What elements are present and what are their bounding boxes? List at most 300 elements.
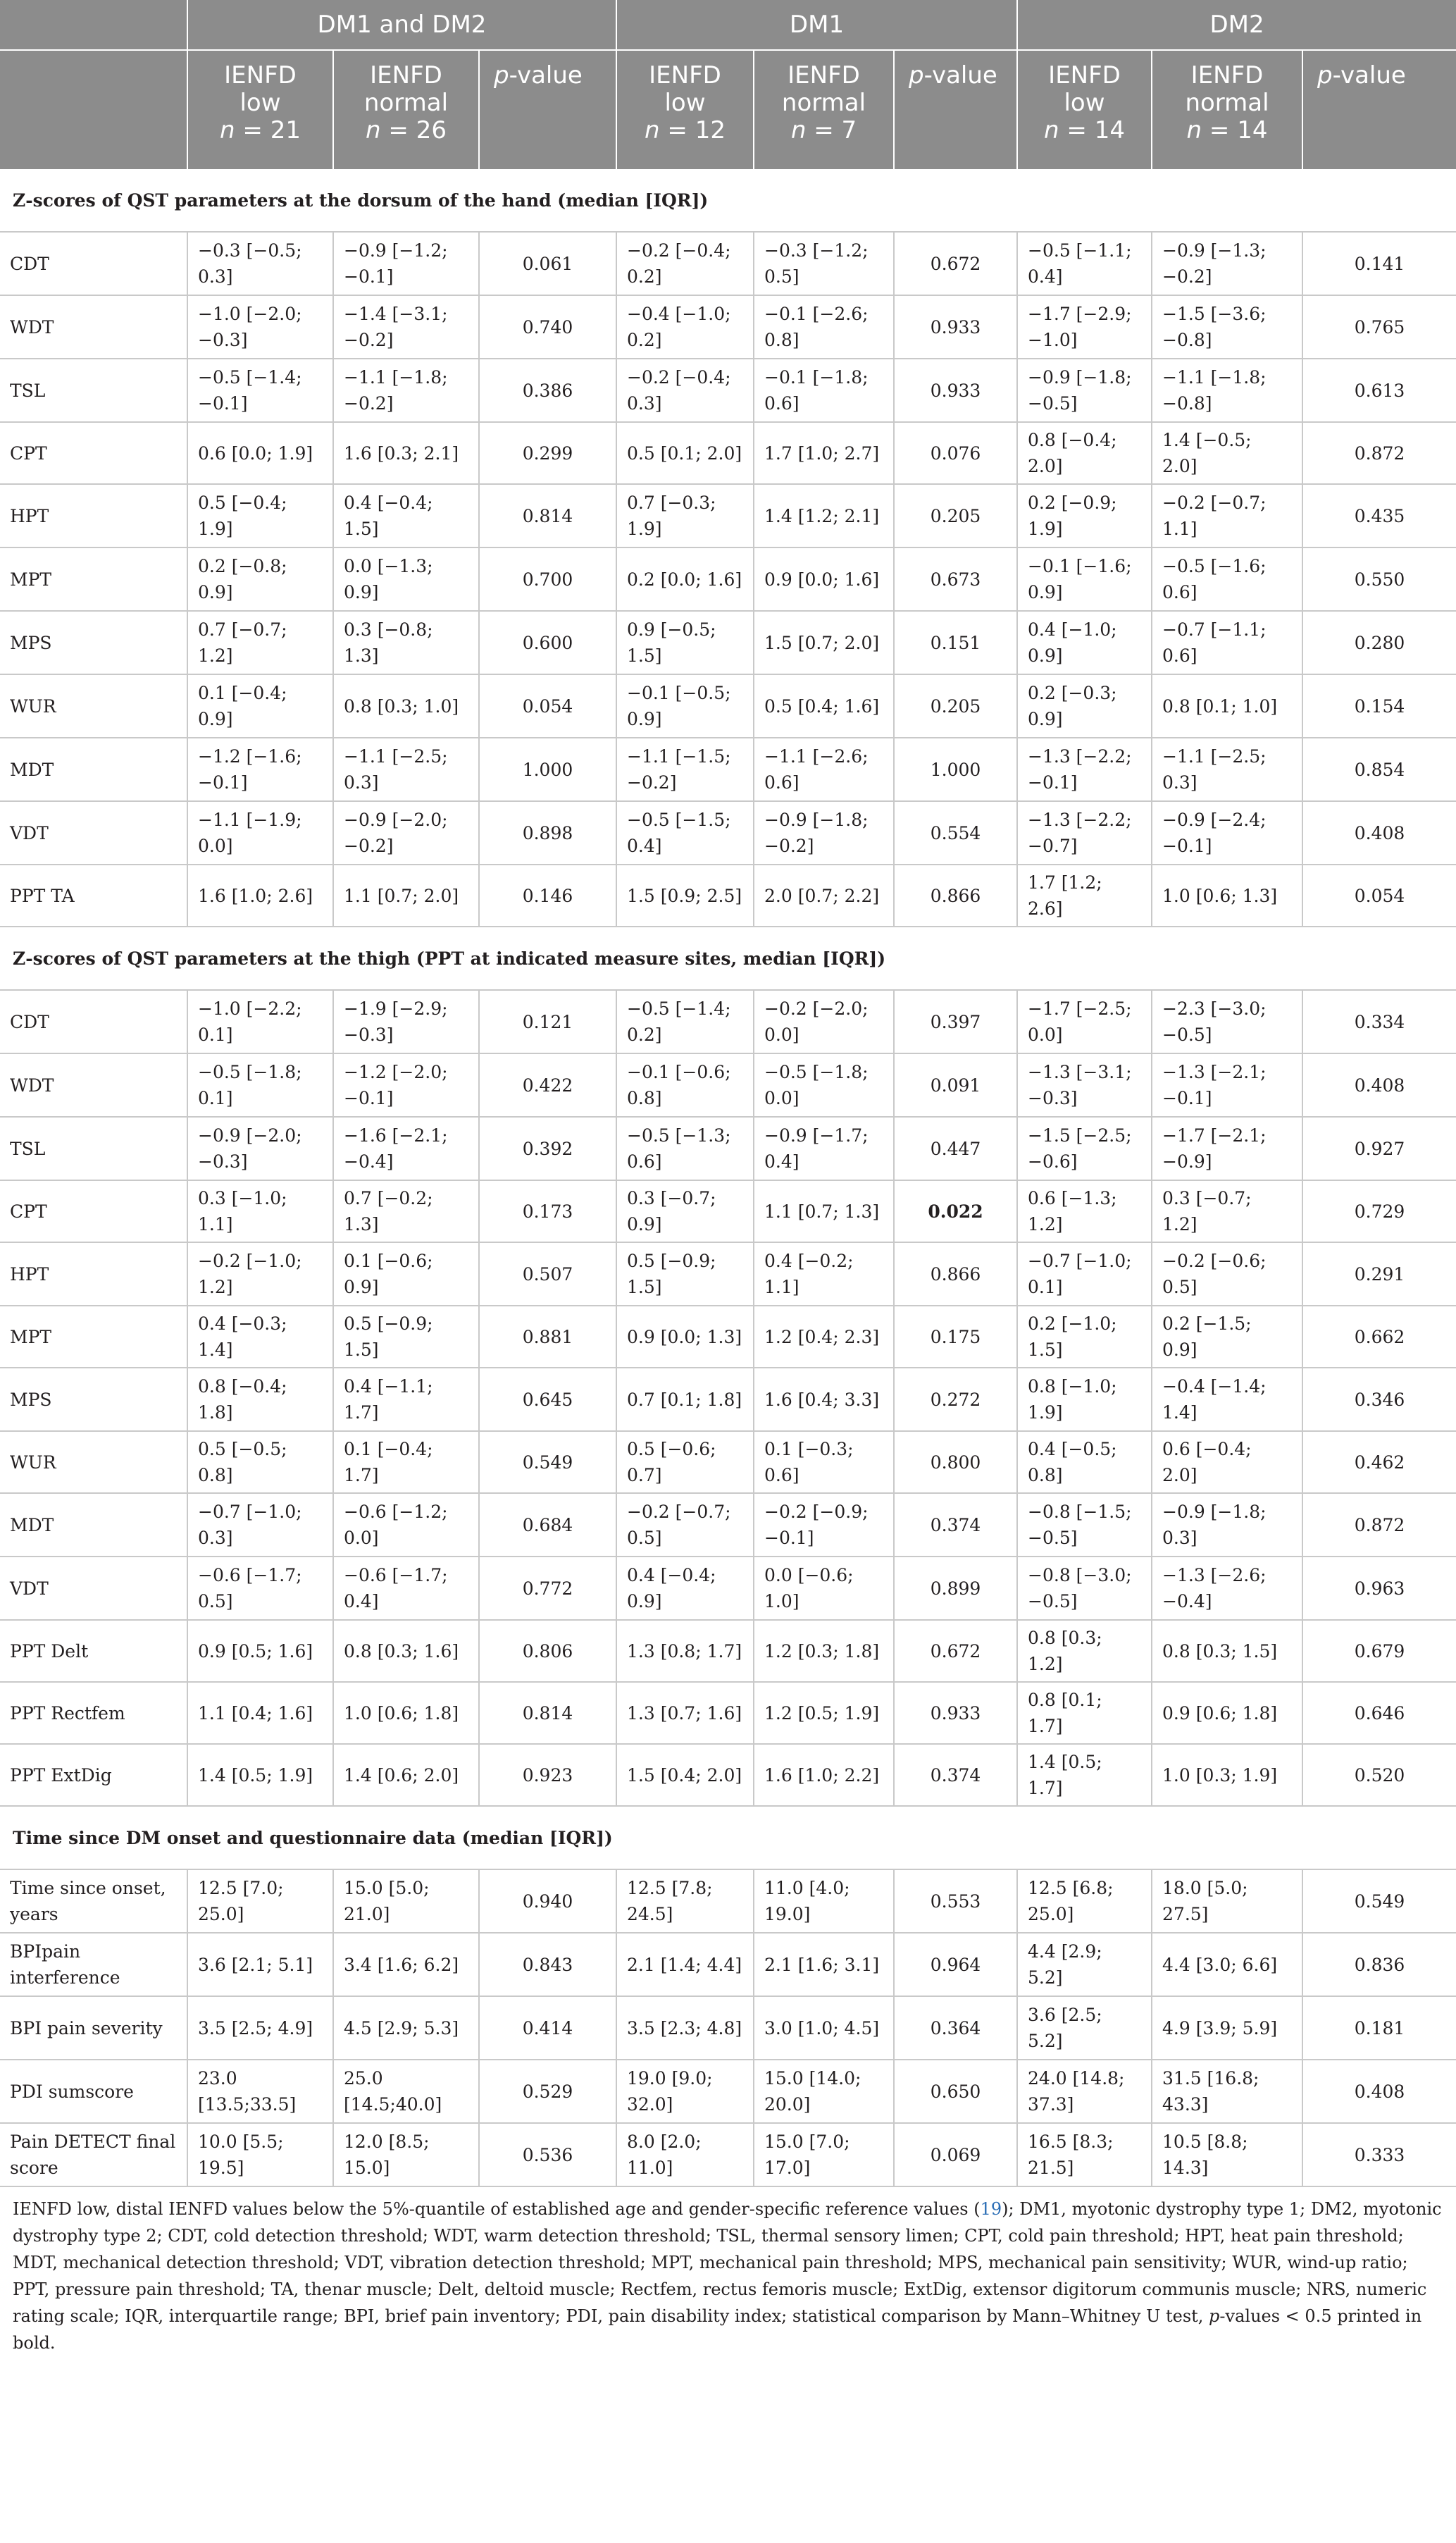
table-row bbox=[0, 1180, 1456, 1242]
median-iqr-cell: 10.5 [8.8; 14.3] bbox=[1152, 2123, 1302, 2186]
p-value-cell: 0.672 bbox=[894, 1620, 1017, 1682]
p-value-cell: 0.898 bbox=[479, 801, 616, 865]
median-iqr-cell: −0.3 [−1.2; 0.5] bbox=[754, 232, 894, 295]
median-iqr-cell: 11.0 [4.0; 19.0] bbox=[754, 1869, 894, 1933]
median-iqr-cell: 1.1 [0.7; 2.0] bbox=[333, 865, 479, 927]
p-value-cell: 0.205 bbox=[894, 674, 1017, 738]
median-iqr-cell: 0.4 [−0.4; 0.9] bbox=[616, 1557, 754, 1620]
p-value-cell: 1.000 bbox=[479, 738, 616, 801]
median-iqr-cell: 1.1 [0.7; 1.3] bbox=[754, 1180, 894, 1242]
header-line2: normal bbox=[781, 89, 866, 117]
table-row bbox=[0, 1869, 1456, 1933]
median-iqr-cell: −1.1 [−1.8; −0.2] bbox=[333, 359, 479, 422]
section-title: Time since DM onset and questionnaire data (median [IQR]) bbox=[0, 1806, 1456, 1869]
header-line1: IENFD bbox=[788, 61, 860, 89]
table-row bbox=[0, 1053, 1456, 1117]
p-value-cell: 0.054 bbox=[479, 674, 616, 738]
p-value-cell: 0.173 bbox=[479, 1180, 616, 1242]
median-iqr-cell: 0.3 [−0.7; 0.9] bbox=[616, 1180, 754, 1242]
p-value-cell: 0.175 bbox=[894, 1306, 1017, 1368]
median-iqr-cell: 0.5 [−0.6; 0.7] bbox=[616, 1431, 754, 1493]
median-iqr-cell: −1.7 [−2.5; 0.0] bbox=[1017, 990, 1152, 1053]
median-iqr-cell: 0.4 [−0.4; 1.5] bbox=[333, 484, 479, 547]
header-p-suffix: -value bbox=[509, 61, 583, 89]
p-value-cell: 0.673 bbox=[894, 547, 1017, 611]
row-label: VDT bbox=[0, 1557, 187, 1620]
header-line2: normal bbox=[363, 89, 449, 117]
p-value-cell: 0.836 bbox=[1302, 1933, 1456, 1996]
median-iqr-cell: 0.8 [0.3; 1.0] bbox=[333, 674, 479, 738]
table-row bbox=[0, 990, 1456, 1053]
median-iqr-cell: −0.8 [−3.0; −0.5] bbox=[1017, 1557, 1152, 1620]
header-ienfd-low bbox=[1017, 50, 1152, 169]
median-iqr-cell: −1.9 [−2.9; −0.3] bbox=[333, 990, 479, 1053]
median-iqr-cell: 31.5 [16.8; 43.3] bbox=[1152, 2060, 1302, 2123]
table-row bbox=[0, 1117, 1456, 1180]
table-row bbox=[0, 1431, 1456, 1493]
table-row bbox=[0, 1557, 1456, 1620]
median-iqr-cell: −1.7 [−2.1; −0.9] bbox=[1152, 1117, 1302, 1180]
median-iqr-cell: 1.6 [0.3; 2.1] bbox=[333, 422, 479, 484]
median-iqr-cell: −1.1 [−1.9; 0.0] bbox=[187, 801, 333, 865]
median-iqr-cell: −0.5 [−1.5; 0.4] bbox=[616, 801, 754, 865]
median-iqr-cell: 4.4 [2.9; 5.2] bbox=[1017, 1933, 1152, 1996]
p-value-cell: 0.872 bbox=[1302, 1493, 1456, 1557]
median-iqr-cell: −0.9 [−2.4; −0.1] bbox=[1152, 801, 1302, 865]
median-iqr-cell: −0.6 [−1.2; 0.0] bbox=[333, 1493, 479, 1557]
median-iqr-cell: 0.5 [0.4; 1.6] bbox=[754, 674, 894, 738]
median-iqr-cell: 1.0 [0.6; 1.8] bbox=[333, 1682, 479, 1744]
median-iqr-cell: −0.9 [−2.0; −0.2] bbox=[333, 801, 479, 865]
row-label: PPT Rectfem bbox=[0, 1682, 187, 1744]
table-row bbox=[0, 738, 1456, 801]
median-iqr-cell: −1.2 [−2.0; −0.1] bbox=[333, 1053, 479, 1117]
median-iqr-cell: −0.7 [−1.1; 0.6] bbox=[1152, 611, 1302, 674]
median-iqr-cell: 16.5 [8.3; 21.5] bbox=[1017, 2123, 1152, 2186]
reference-link[interactable]: 19 bbox=[980, 2199, 1002, 2219]
p-value-cell: 0.650 bbox=[894, 2060, 1017, 2123]
median-iqr-cell: −0.5 [−1.6; 0.6] bbox=[1152, 547, 1302, 611]
median-iqr-cell: 25.0 [14.5;40.0] bbox=[333, 2060, 479, 2123]
median-iqr-cell: 0.8 [−0.4; 2.0] bbox=[1017, 422, 1152, 484]
header-n-value: = 7 bbox=[814, 116, 857, 144]
median-iqr-cell: −0.9 [−1.7; 0.4] bbox=[754, 1117, 894, 1180]
p-value-cell: 0.740 bbox=[479, 295, 616, 359]
row-label: PPT ExtDig bbox=[0, 1744, 187, 1806]
median-iqr-cell: 3.4 [1.6; 6.2] bbox=[333, 1933, 479, 1996]
p-value-cell: 0.154 bbox=[1302, 674, 1456, 738]
p-value-cell: 0.386 bbox=[479, 359, 616, 422]
median-iqr-cell: −0.2 [−0.7; 1.1] bbox=[1152, 484, 1302, 547]
p-value-cell: 0.854 bbox=[1302, 738, 1456, 801]
median-iqr-cell: 0.8 [0.3; 1.6] bbox=[333, 1620, 479, 1682]
median-iqr-cell: −0.9 [−1.8; −0.2] bbox=[754, 801, 894, 865]
median-iqr-cell: 3.5 [2.3; 4.8] bbox=[616, 1996, 754, 2060]
row-label: MPS bbox=[0, 611, 187, 674]
median-iqr-cell: 1.5 [0.9; 2.5] bbox=[616, 865, 754, 927]
row-label: MPT bbox=[0, 1306, 187, 1368]
median-iqr-cell: 0.2 [−1.5; 0.9] bbox=[1152, 1306, 1302, 1368]
median-iqr-cell: −1.5 [−3.6; −0.8] bbox=[1152, 295, 1302, 359]
median-iqr-cell: −1.3 [−2.6; −0.4] bbox=[1152, 1557, 1302, 1620]
p-value-cell: 0.408 bbox=[1302, 1053, 1456, 1117]
p-value-cell: 0.536 bbox=[479, 2123, 616, 2186]
header-n-count bbox=[1153, 117, 1301, 144]
table-row bbox=[0, 611, 1456, 674]
p-value-cell: 0.529 bbox=[479, 2060, 616, 2123]
median-iqr-cell: 1.5 [0.7; 2.0] bbox=[754, 611, 894, 674]
median-iqr-cell: 3.6 [2.5; 5.2] bbox=[1017, 1996, 1152, 2060]
median-iqr-cell: 1.6 [0.4; 3.3] bbox=[754, 1368, 894, 1431]
median-iqr-cell: 3.0 [1.0; 4.5] bbox=[754, 1996, 894, 2060]
header-n-count bbox=[1019, 117, 1150, 144]
header-p-value bbox=[894, 50, 1017, 169]
median-iqr-cell: 12.5 [7.0; 25.0] bbox=[187, 1869, 333, 1933]
median-iqr-cell: 4.4 [3.0; 6.6] bbox=[1152, 1933, 1302, 1996]
median-iqr-cell: 0.2 [−0.9; 1.9] bbox=[1017, 484, 1152, 547]
table-row bbox=[0, 1996, 1456, 2060]
p-value-cell: 0.076 bbox=[894, 422, 1017, 484]
median-iqr-cell: −1.2 [−1.6; −0.1] bbox=[187, 738, 333, 801]
median-iqr-cell: 12.5 [6.8; 25.0] bbox=[1017, 1869, 1152, 1933]
median-iqr-cell: 0.2 [−0.3; 0.9] bbox=[1017, 674, 1152, 738]
table-row bbox=[0, 1306, 1456, 1368]
median-iqr-cell: 12.0 [8.5; 15.0] bbox=[333, 2123, 479, 2186]
p-value-cell: 0.280 bbox=[1302, 611, 1456, 674]
header-n-letter: n bbox=[790, 116, 807, 144]
p-value-cell: 0.549 bbox=[1302, 1869, 1456, 1933]
median-iqr-cell: 4.9 [3.9; 5.9] bbox=[1152, 1996, 1302, 2060]
p-value-cell: 0.022 bbox=[894, 1180, 1017, 1242]
median-iqr-cell: −0.3 [−0.5; 0.3] bbox=[187, 232, 333, 295]
median-iqr-cell: 0.9 [0.0; 1.6] bbox=[754, 547, 894, 611]
p-value-cell: 0.684 bbox=[479, 1493, 616, 1557]
median-iqr-cell: 0.7 [−0.7; 1.2] bbox=[187, 611, 333, 674]
p-value-cell: 0.422 bbox=[479, 1053, 616, 1117]
p-value-cell: 0.435 bbox=[1302, 484, 1456, 547]
p-value-cell: 0.392 bbox=[479, 1117, 616, 1180]
median-iqr-cell: −1.3 [−2.2; −0.7] bbox=[1017, 801, 1152, 865]
section-title: Z-scores of QST parameters at the thigh (PPT at indicated measure sites, median [IQR]) bbox=[0, 927, 1456, 990]
p-value-cell: 0.613 bbox=[1302, 359, 1456, 422]
p-value-cell: 0.091 bbox=[894, 1053, 1017, 1117]
footnote-text-2: ); DM1, myotonic dystrophy type 1; DM2, myotonic dystrophy type 2; CDT, cold detection threshold; WDT, warm detection threshold; TSL, thermal sensory limen; CPT, cold pain threshold; HPT, heat pain threshold; MDT, mechanical detection threshold; VDT, vibration detection threshold; MPT, mechanical pain threshold; MPS, mechanical pain sensitivity; WUR, wind-up ratio; PPT, pressure pain threshold; TA, thenar muscle; Delt, deltoid muscle; Rectfem, rectus femoris muscle; ExtDig, extensor digitorum communis muscle; NRS, numeric rating scale; IQR, interquartile range; BPI, brief pain inventory; PDI, pain disability index; statistical comparison by Mann–Whitney U test, bbox=[13, 2199, 1442, 2326]
p-value-cell: 0.964 bbox=[894, 1933, 1017, 1996]
row-label: TSL bbox=[0, 1117, 187, 1180]
table-footnote bbox=[0, 2187, 1456, 2356]
header-line1: IENFD bbox=[1190, 61, 1264, 89]
median-iqr-cell: 15.0 [5.0; 21.0] bbox=[333, 1869, 479, 1933]
median-iqr-cell: −1.6 [−2.1; −0.4] bbox=[333, 1117, 479, 1180]
median-iqr-cell: −0.5 [−1.8; 0.0] bbox=[754, 1053, 894, 1117]
row-label: MPS bbox=[0, 1368, 187, 1431]
median-iqr-cell: −0.1 [−0.5; 0.9] bbox=[616, 674, 754, 738]
median-iqr-cell: 1.2 [0.4; 2.3] bbox=[754, 1306, 894, 1368]
p-value-cell: 0.814 bbox=[479, 1682, 616, 1744]
p-value-cell: 0.374 bbox=[894, 1744, 1017, 1806]
median-iqr-cell: −0.9 [−1.8; 0.3] bbox=[1152, 1493, 1302, 1557]
median-iqr-cell: 3.6 [2.1; 5.1] bbox=[187, 1933, 333, 1996]
median-iqr-cell: −0.2 [−0.7; 0.5] bbox=[616, 1493, 754, 1557]
median-iqr-cell: 1.6 [1.0; 2.6] bbox=[187, 865, 333, 927]
table-row bbox=[0, 359, 1456, 422]
median-iqr-cell: 24.0 [14.8; 37.3] bbox=[1017, 2060, 1152, 2123]
header-p-letter: p bbox=[1317, 61, 1333, 89]
p-value-cell: 0.645 bbox=[479, 1368, 616, 1431]
median-iqr-cell: 19.0 [9.0; 32.0] bbox=[616, 2060, 754, 2123]
p-value-cell: 0.299 bbox=[479, 422, 616, 484]
median-iqr-cell: 0.8 [−0.4; 1.8] bbox=[187, 1368, 333, 1431]
median-iqr-cell: −0.9 [−1.3; −0.2] bbox=[1152, 232, 1302, 295]
header-ienfd-low bbox=[616, 50, 754, 169]
row-label: TSL bbox=[0, 359, 187, 422]
p-value-cell: 0.397 bbox=[894, 990, 1017, 1053]
row-label: HPT bbox=[0, 1242, 187, 1306]
p-value-cell: 0.806 bbox=[479, 1620, 616, 1682]
median-iqr-cell: −1.5 [−2.5; −0.6] bbox=[1017, 1117, 1152, 1180]
median-iqr-cell: 1.5 [0.4; 2.0] bbox=[616, 1744, 754, 1806]
header-p-suffix: -value bbox=[923, 61, 997, 89]
table-row bbox=[0, 1493, 1456, 1557]
median-iqr-cell: −0.1 [−1.8; 0.6] bbox=[754, 359, 894, 422]
group-header-all: DM1 and DM2 bbox=[187, 0, 616, 50]
median-iqr-cell: 0.6 [−0.4; 2.0] bbox=[1152, 1431, 1302, 1493]
median-iqr-cell: 1.3 [0.7; 1.6] bbox=[616, 1682, 754, 1744]
p-value-cell: 0.927 bbox=[1302, 1117, 1456, 1180]
median-iqr-cell: 0.5 [−0.4; 1.9] bbox=[187, 484, 333, 547]
median-iqr-cell: −0.1 [−2.6; 0.8] bbox=[754, 295, 894, 359]
table-row bbox=[0, 1682, 1456, 1744]
row-label: PDI sumscore bbox=[0, 2060, 187, 2123]
p-value-cell: 0.600 bbox=[479, 611, 616, 674]
header-n-letter: n bbox=[1044, 116, 1059, 144]
header-ienfd-low bbox=[187, 50, 333, 169]
median-iqr-cell: −1.0 [−2.0; −0.3] bbox=[187, 295, 333, 359]
median-iqr-cell: 0.2 [−0.8; 0.9] bbox=[187, 547, 333, 611]
table-row bbox=[0, 1242, 1456, 1306]
median-iqr-cell: 2.1 [1.4; 4.4] bbox=[616, 1933, 754, 1996]
median-iqr-cell: −1.3 [−2.2; −0.1] bbox=[1017, 738, 1152, 801]
median-iqr-cell: 0.7 [−0.2; 1.3] bbox=[333, 1180, 479, 1242]
header-line2: low bbox=[1064, 89, 1105, 117]
median-iqr-cell: 0.7 [0.1; 1.8] bbox=[616, 1368, 754, 1431]
median-iqr-cell: 0.5 [−0.5; 0.8] bbox=[187, 1431, 333, 1493]
row-label: Time since onset, years bbox=[0, 1869, 187, 1933]
p-value-cell: 0.121 bbox=[479, 990, 616, 1053]
footnote-p-letter: p bbox=[1209, 2306, 1220, 2326]
median-iqr-cell: −0.9 [−1.2; −0.1] bbox=[333, 232, 479, 295]
median-iqr-cell: −0.2 [−2.0; 0.0] bbox=[754, 990, 894, 1053]
p-value-cell: 0.334 bbox=[1302, 990, 1456, 1053]
median-iqr-cell: 0.1 [−0.4; 1.7] bbox=[333, 1431, 479, 1493]
p-value-cell: 0.550 bbox=[1302, 547, 1456, 611]
header-n-count bbox=[189, 117, 332, 144]
median-iqr-cell: −0.1 [−0.6; 0.8] bbox=[616, 1053, 754, 1117]
group-header-dm1: DM1 bbox=[616, 0, 1017, 50]
header-line1: IENFD bbox=[224, 61, 297, 89]
median-iqr-cell: −1.7 [−2.9; −1.0] bbox=[1017, 295, 1152, 359]
median-iqr-cell: 0.2 [0.0; 1.6] bbox=[616, 547, 754, 611]
median-iqr-cell: 0.4 [−1.1; 1.7] bbox=[333, 1368, 479, 1431]
p-value-cell: 0.872 bbox=[1302, 422, 1456, 484]
median-iqr-cell: 0.1 [−0.4; 0.9] bbox=[187, 674, 333, 738]
median-iqr-cell: 12.5 [7.8; 24.5] bbox=[616, 1869, 754, 1933]
header-line2: low bbox=[239, 89, 281, 117]
row-label: BPIpain interference bbox=[0, 1933, 187, 1996]
median-iqr-cell: −0.2 [−0.9; −0.1] bbox=[754, 1493, 894, 1557]
median-iqr-cell: 1.0 [0.6; 1.3] bbox=[1152, 865, 1302, 927]
p-value-cell: 0.520 bbox=[1302, 1744, 1456, 1806]
p-value-cell: 0.553 bbox=[894, 1869, 1017, 1933]
median-iqr-cell: 0.4 [−0.2; 1.1] bbox=[754, 1242, 894, 1306]
median-iqr-cell: 0.4 [−0.5; 0.8] bbox=[1017, 1431, 1152, 1493]
median-iqr-cell: −0.5 [−1.4; 0.2] bbox=[616, 990, 754, 1053]
row-label: PPT TA bbox=[0, 865, 187, 927]
median-iqr-cell: −1.1 [−2.6; 0.6] bbox=[754, 738, 894, 801]
median-iqr-cell: 0.9 [0.5; 1.6] bbox=[187, 1620, 333, 1682]
table-row bbox=[0, 547, 1456, 611]
p-value-cell: 0.679 bbox=[1302, 1620, 1456, 1682]
table-row bbox=[0, 801, 1456, 865]
header-p-letter: p bbox=[494, 61, 509, 89]
header-line2: normal bbox=[1185, 89, 1269, 117]
median-iqr-cell: 18.0 [5.0; 27.5] bbox=[1152, 1869, 1302, 1933]
p-value-cell: 0.923 bbox=[479, 1744, 616, 1806]
header-corner-sub bbox=[0, 50, 187, 169]
table-row bbox=[0, 232, 1456, 295]
median-iqr-cell: 0.1 [−0.3; 0.6] bbox=[754, 1431, 894, 1493]
row-label: WDT bbox=[0, 1053, 187, 1117]
table-row bbox=[0, 1368, 1456, 1431]
median-iqr-cell: −0.1 [−1.6; 0.9] bbox=[1017, 547, 1152, 611]
p-value-cell: 0.291 bbox=[1302, 1242, 1456, 1306]
median-iqr-cell: 1.1 [0.4; 1.6] bbox=[187, 1682, 333, 1744]
row-label: WDT bbox=[0, 295, 187, 359]
median-iqr-cell: 0.4 [−0.3; 1.4] bbox=[187, 1306, 333, 1368]
median-iqr-cell: 1.4 [−0.5; 2.0] bbox=[1152, 422, 1302, 484]
header-line2: low bbox=[664, 89, 706, 117]
median-iqr-cell: −1.0 [−2.2; 0.1] bbox=[187, 990, 333, 1053]
p-value-cell: 0.414 bbox=[479, 1996, 616, 2060]
section-title: Z-scores of QST parameters at the dorsum of the hand (median [IQR]) bbox=[0, 169, 1456, 232]
p-value-cell: 0.447 bbox=[894, 1117, 1017, 1180]
median-iqr-cell: 1.4 [0.6; 2.0] bbox=[333, 1744, 479, 1806]
median-iqr-cell: 1.7 [1.2; 2.6] bbox=[1017, 865, 1152, 927]
section-header-row bbox=[0, 1806, 1456, 1869]
group-header-dm2: DM2 bbox=[1017, 0, 1456, 50]
table-header bbox=[0, 0, 1456, 169]
table-body bbox=[0, 169, 1456, 2186]
median-iqr-cell: −1.1 [−2.5; 0.3] bbox=[333, 738, 479, 801]
header-n-value: = 14 bbox=[1209, 116, 1268, 144]
header-line1: IENFD bbox=[649, 61, 721, 89]
median-iqr-cell: 2.0 [0.7; 2.2] bbox=[754, 865, 894, 927]
p-value-cell: 0.646 bbox=[1302, 1682, 1456, 1744]
p-value-cell: 0.346 bbox=[1302, 1368, 1456, 1431]
p-value-cell: 0.272 bbox=[894, 1368, 1017, 1431]
median-iqr-cell: −0.4 [−1.0; 0.2] bbox=[616, 295, 754, 359]
median-iqr-cell: −1.3 [−3.1; −0.3] bbox=[1017, 1053, 1152, 1117]
median-iqr-cell: 1.2 [0.3; 1.8] bbox=[754, 1620, 894, 1682]
p-value-cell: 0.800 bbox=[894, 1431, 1017, 1493]
median-iqr-cell: 0.0 [−1.3; 0.9] bbox=[333, 547, 479, 611]
median-iqr-cell: −0.2 [−0.4; 0.3] bbox=[616, 359, 754, 422]
row-label: Pain DETECT final score bbox=[0, 2123, 187, 2186]
p-value-cell: 0.374 bbox=[894, 1493, 1017, 1557]
median-iqr-cell: 0.0 [−0.6; 1.0] bbox=[754, 1557, 894, 1620]
median-iqr-cell: 0.3 [−0.7; 1.2] bbox=[1152, 1180, 1302, 1242]
median-iqr-cell: 0.3 [−1.0; 1.1] bbox=[187, 1180, 333, 1242]
median-iqr-cell: 0.7 [−0.3; 1.9] bbox=[616, 484, 754, 547]
p-value-cell: 0.181 bbox=[1302, 1996, 1456, 2060]
p-value-cell: 0.146 bbox=[479, 865, 616, 927]
median-iqr-cell: 15.0 [7.0; 17.0] bbox=[754, 2123, 894, 2186]
table-row bbox=[0, 2060, 1456, 2123]
p-value-cell: 0.662 bbox=[1302, 1306, 1456, 1368]
median-iqr-cell: 1.4 [0.5; 1.7] bbox=[1017, 1744, 1152, 1806]
median-iqr-cell: −0.5 [−1.8; 0.1] bbox=[187, 1053, 333, 1117]
median-iqr-cell: 1.7 [1.0; 2.7] bbox=[754, 422, 894, 484]
median-iqr-cell: 15.0 [14.0; 20.0] bbox=[754, 2060, 894, 2123]
row-label: CDT bbox=[0, 990, 187, 1053]
median-iqr-cell: 3.5 [2.5; 4.9] bbox=[187, 1996, 333, 2060]
median-iqr-cell: −0.2 [−1.0; 1.2] bbox=[187, 1242, 333, 1306]
median-iqr-cell: 0.8 [0.1; 1.7] bbox=[1017, 1682, 1152, 1744]
p-value-cell: 0.765 bbox=[1302, 295, 1456, 359]
median-iqr-cell: −0.2 [−0.4; 0.2] bbox=[616, 232, 754, 295]
section-header-row bbox=[0, 169, 1456, 232]
median-iqr-cell: −1.1 [−1.8; −0.8] bbox=[1152, 359, 1302, 422]
p-value-cell: 0.554 bbox=[894, 801, 1017, 865]
header-p-value bbox=[479, 50, 616, 169]
p-value-cell: 0.408 bbox=[1302, 2060, 1456, 2123]
median-iqr-cell: 0.8 [0.1; 1.0] bbox=[1152, 674, 1302, 738]
median-iqr-cell: −0.5 [−1.3; 0.6] bbox=[616, 1117, 754, 1180]
p-value-cell: 0.462 bbox=[1302, 1431, 1456, 1493]
row-label: WUR bbox=[0, 1431, 187, 1493]
median-iqr-cell: 8.0 [2.0; 11.0] bbox=[616, 2123, 754, 2186]
p-value-cell: 1.000 bbox=[894, 738, 1017, 801]
header-corner bbox=[0, 0, 187, 50]
header-n-count bbox=[618, 117, 752, 144]
median-iqr-cell: −0.5 [−1.1; 0.4] bbox=[1017, 232, 1152, 295]
header-n-letter: n bbox=[645, 116, 660, 144]
p-value-cell: 0.061 bbox=[479, 232, 616, 295]
header-p-letter: p bbox=[909, 61, 924, 89]
section-header-row bbox=[0, 927, 1456, 990]
header-n-count bbox=[335, 117, 478, 144]
table-row bbox=[0, 1744, 1456, 1806]
median-iqr-cell: −1.4 [−3.1; −0.2] bbox=[333, 295, 479, 359]
p-value-cell: 0.866 bbox=[894, 1242, 1017, 1306]
median-iqr-cell: 1.0 [0.3; 1.9] bbox=[1152, 1744, 1302, 1806]
p-value-cell: 0.151 bbox=[894, 611, 1017, 674]
p-value-cell: 0.054 bbox=[1302, 865, 1456, 927]
median-iqr-cell: 0.5 [0.1; 2.0] bbox=[616, 422, 754, 484]
median-iqr-cell: −2.3 [−3.0; −0.5] bbox=[1152, 990, 1302, 1053]
row-label: PPT Delt bbox=[0, 1620, 187, 1682]
median-iqr-cell: 1.4 [1.2; 2.1] bbox=[754, 484, 894, 547]
row-label: VDT bbox=[0, 801, 187, 865]
median-iqr-cell: 0.9 [0.0; 1.3] bbox=[616, 1306, 754, 1368]
median-iqr-cell: 0.9 [−0.5; 1.5] bbox=[616, 611, 754, 674]
median-iqr-cell: 1.2 [0.5; 1.9] bbox=[754, 1682, 894, 1744]
median-iqr-cell: −0.7 [−1.0; 0.3] bbox=[187, 1493, 333, 1557]
median-iqr-cell: 0.3 [−0.8; 1.3] bbox=[333, 611, 479, 674]
header-n-count bbox=[755, 117, 892, 144]
median-iqr-cell: 0.6 [0.0; 1.9] bbox=[187, 422, 333, 484]
table-row bbox=[0, 422, 1456, 484]
